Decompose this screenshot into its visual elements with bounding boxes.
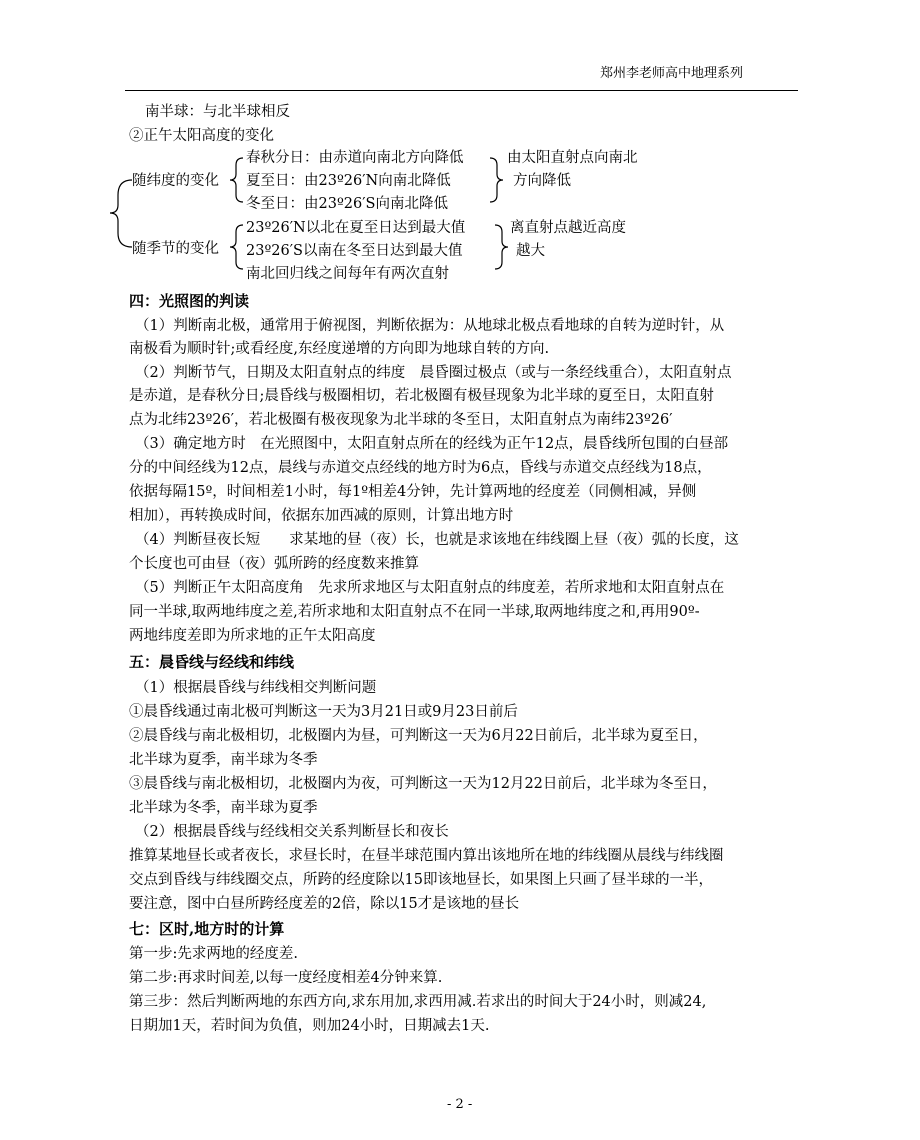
section-4-line: 是赤道，是春秋分日;晨昏线与极圈相切，若北极圈有极昼现象为北半球的夏至日，太阳直射 — [129, 388, 714, 404]
section-5-line: 北半球为夏季，南半球为冬季 — [129, 752, 318, 768]
section-4-line: 分的中间经线为12点，晨线与赤道交点经线的地方时为6点，昏线与赤道交点经线为18点， — [129, 460, 712, 476]
section-7-line: 第二步:再求时间差,以每一度经度相差4分钟来算. — [129, 970, 443, 986]
section-4-line: 同一半球,取两地纬度之差,若所求地和太阳直射点不在同一半球,取两地纬度之和,再用90º- — [129, 604, 700, 620]
southern-hemisphere-line: 南半球：与北半球相反 — [145, 104, 290, 120]
section-5-line: （2）根据晨昏线与经线相交关系判断昼长和夜长 — [135, 824, 449, 840]
section-5-line: ②晨昏线与南北极相切，北极圈内为昼，可判断这一天为6月22日前后，北半球为夏至日， — [129, 728, 708, 744]
latitude-summary: 由太阳直射点向南北 — [507, 150, 638, 166]
latitude-item: 夏至日：由23º26′N向南北降低 — [246, 173, 451, 189]
section-7-line: 第三步：然后判断两地的东西方向,求东用加,求西用减.若求出的时间大于24小时，则减24, — [129, 994, 707, 1010]
section-4-line: （5）判断正午太阳高度角 先求所求地区与太阳直射点的纬度差，若所求地和太阳直射点在 — [135, 580, 725, 596]
season-item: 23º26′N以北在夏至日达到最大值 — [246, 220, 466, 236]
section-4-line: 个长度也可由昼（夜）弧所跨的经度数来推算 — [129, 556, 419, 572]
section-5-line: 北半球为冬季，南半球为夏季 — [129, 800, 318, 816]
section-4-line: （1）判断南北极，通常用于俯视图，判断依据为：从地球北极点看地球的自转为逆时针，从 — [135, 318, 725, 334]
section-5-line: 要注意，图中白昼所跨经度差的2倍，除以15才是该地的昼长 — [129, 896, 520, 912]
season-summary: 离直射点越近高度 — [510, 220, 626, 236]
latitude-item: 冬至日：由23º26′S向南北降低 — [246, 196, 448, 212]
latitude-right-brace — [490, 158, 503, 202]
section-5-line: （1）根据晨昏线与纬线相交判断问题 — [135, 680, 377, 696]
season-summary: 越大 — [516, 243, 545, 259]
sun-height-title: ②正午太阳高度的变化 — [129, 128, 274, 144]
season-label: 随季节的变化 — [132, 241, 219, 257]
latitude-left-brace — [230, 158, 243, 202]
section-4-line: 南极看为顺时针;或看经度,东经度递增的方向即为地球自转的方向. — [129, 341, 550, 357]
section-5-line: 推算某地昼长或者夜长，求昼长时，在昼半球范围内算出该地所在地的纬线圈从晨线与纬线圈 — [129, 848, 724, 864]
latitude-summary: 方向降低 — [513, 173, 571, 189]
section-4-line: （4）判断昼夜长短 求某地的昼（夜）长，也就是求该地在纬线圈上昼（夜）弧的长度，这 — [135, 532, 739, 548]
outer-brace — [110, 180, 132, 247]
season-item: 南北回归线之间每年有两次直射 — [246, 266, 449, 282]
season-item: 23º26′S以南在冬至日达到最大值 — [246, 243, 463, 259]
header-series: 郑州李老师高中地理系列 — [600, 66, 744, 81]
section-7-line: 日期加1天，若时间为负值，则加24小时，日期减去1天. — [129, 1018, 490, 1034]
section-7-title: 七：区时,地方时的计算 — [129, 920, 285, 938]
section-5-line: 交点到昏线与纬线圈交点，所跨的经度除以15即该地昼长，如果图上只画了昼半球的一半， — [129, 872, 713, 888]
section-4-line: 相加），再转换成时间，依据东加西减的原则，计算出地方时 — [129, 508, 514, 524]
section-4-line: （2）判断节气，日期及太阳直射点的纬度 晨昏圈过极点（或与一条经线重合），太阳直射点 — [135, 365, 732, 381]
season-right-brace — [495, 225, 508, 269]
section-4-title: 四：光照图的判读 — [129, 292, 250, 310]
page-number: - 2 - — [447, 1097, 473, 1112]
section-4-line: 点为北纬23º26′，若北极圈有极夜现象为北半球的冬至日，太阳直射点为南纬23º26′ — [129, 412, 673, 428]
section-4-line: 依据每隔15º，时间相差1小时，每1º相差4分钟，先计算两地的经度差（同侧相减，异侧 — [129, 484, 697, 500]
section-5-line: ③晨昏线与南北极相切，北极圈内为夜，可判断这一天为12月22日前后，北半球为冬至日， — [129, 776, 717, 792]
latitude-label: 随纬度的变化 — [132, 173, 219, 189]
season-left-brace — [230, 225, 243, 269]
section-4-line: 两地纬度差即为所求地的正午太阳高度 — [129, 628, 376, 644]
section-7-line: 第一步:先求两地的经度差. — [129, 946, 298, 962]
latitude-item: 春秋分日：由赤道向南北方向降低 — [246, 150, 464, 166]
section-5-line: ①晨昏线通过南北极可判断这一天为3月21日或9月23日前后 — [129, 704, 518, 720]
section-5-title: 五：晨昏线与经线和纬线 — [129, 653, 295, 671]
section-4-line: （3）确定地方时 在光照图中，太阳直射点所在的经线为正午12点，晨昏线所包围的白昼部 — [135, 436, 729, 452]
